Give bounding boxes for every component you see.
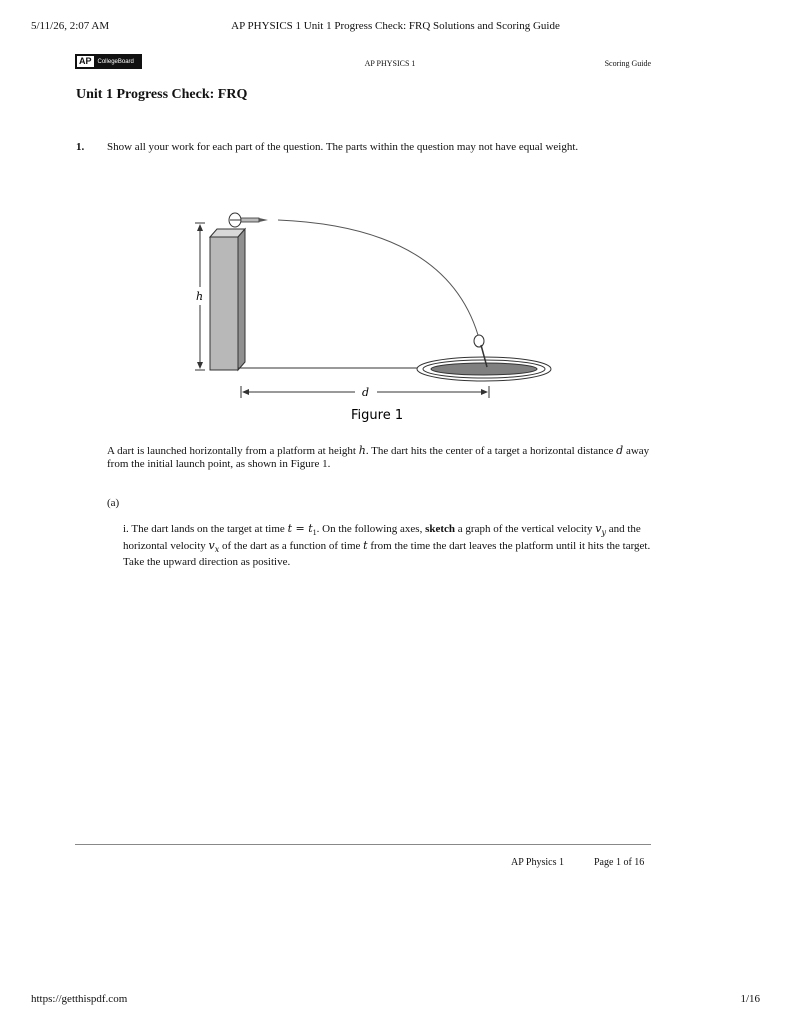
logo-collegeboard-text: CollegeBoard [97,58,134,65]
footer-page-number: Page 1 of 16 [594,857,645,868]
dart-trajectory [278,220,478,335]
platform-tower [210,229,245,370]
question-number: 1. [76,141,85,153]
height-label: h [196,290,204,303]
print-page-count: 1/16 [740,993,760,1005]
logo-ap-mark: AP [79,56,92,66]
part-a-label: (a) [107,497,120,509]
footer-course: AP Physics 1 [511,857,564,868]
question-instruction: Show all your work for each part of the question. The parts within the question may not have equal weight. [107,141,579,153]
ap-collegeboard-logo [75,54,142,69]
figure-1-diagram [190,205,560,430]
page-title: Unit 1 Progress Check: FRQ [76,87,248,102]
target-icon [417,357,551,381]
print-url: https://getthispdf.com [31,993,128,1005]
problem-description: A dart is launched horizontally from a platform at height h. The dart hits the center of a target a horizontal distance d away from the initial launch point, as shown in Figure 1. [107,444,650,470]
print-title: AP PHYSICS 1 Unit 1 Progress Check: FRQ Solutions and Scoring Guide [231,20,560,32]
header-course: AP PHYSICS 1 [364,59,416,68]
print-datetime: 5/11/26, 2:07 AM [31,20,110,32]
distance-label: d [362,386,370,399]
header-scoring-guide: Scoring Guide [604,59,651,68]
part-a-i-prompt: i. The dart lands on the target at time $t = t_1$. On the following axes, sketch a graph of the vertical velocity $v_y$ and the horizontal velocity $v_x$ of the dart as a function of time t from the time the dart leaves the platform until it hits the target. Take the upward direction as positive. [123,522,651,569]
dart-start-icon [229,213,268,227]
figure-caption: Figure 1 [351,408,404,423]
footer-divider [75,844,651,845]
